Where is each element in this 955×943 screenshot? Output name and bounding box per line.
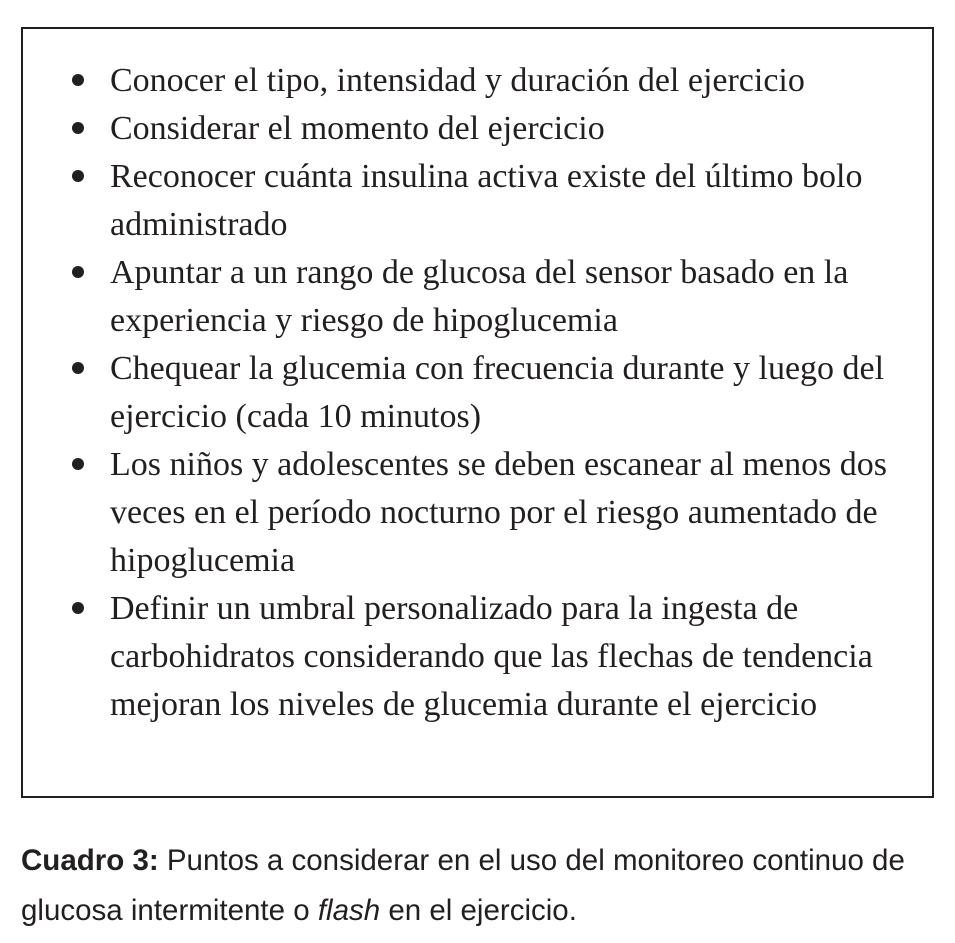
caption-label: Cuadro 3:: [21, 844, 159, 877]
bullet-icon: [72, 602, 84, 614]
list-item-text: Reconocer cuánta insulina activa existe del último bolo administrado: [110, 158, 863, 243]
list-item-text: Considerar el momento del ejercicio: [110, 110, 605, 147]
list-item: [71, 345, 921, 441]
list-item-text: Definir un umbral personalizado para la ingesta de carbohidratos considerando que las flechas de tendencia mejoran los niveles de glucemia durante el ejercicio: [110, 590, 873, 723]
bullet-icon: [72, 458, 84, 470]
list-item: [71, 153, 921, 249]
bullet-icon: [72, 74, 84, 86]
caption-text-end: en el ejercicio.: [380, 894, 577, 927]
list-item-text: Los niños y adolescentes se deben escanear al menos dos veces en el período nocturno por el riesgo aumentado de hipoglucemia: [110, 446, 888, 579]
bullet-icon: [72, 122, 84, 134]
list-item: [71, 105, 921, 153]
list-item: [71, 441, 921, 585]
list-item-text: Apuntar a un rango de glucosa del sensor basado en la experiencia y riesgo de hipoglucemia: [110, 254, 849, 339]
bullet-list: [71, 57, 921, 729]
list-item: [71, 57, 921, 105]
caption-text: Puntos a considerar en el uso del monitoreo continuo de glucosa intermitente o: [21, 844, 905, 927]
bullet-icon: [72, 170, 84, 182]
bullet-icon: [72, 362, 84, 374]
list-item: [71, 585, 921, 729]
list-item-text: Chequear la glucemia con frecuencia durante y luego del ejercicio (cada 10 minutos): [110, 350, 885, 435]
figure-caption: [21, 836, 941, 936]
caption-emphasis: flash: [317, 894, 381, 927]
list-item: [71, 249, 921, 345]
bullet-icon: [72, 266, 84, 278]
list-item-text: Conocer el tipo, intensidad y duración del ejercicio: [110, 62, 805, 99]
content-box: [21, 27, 934, 798]
